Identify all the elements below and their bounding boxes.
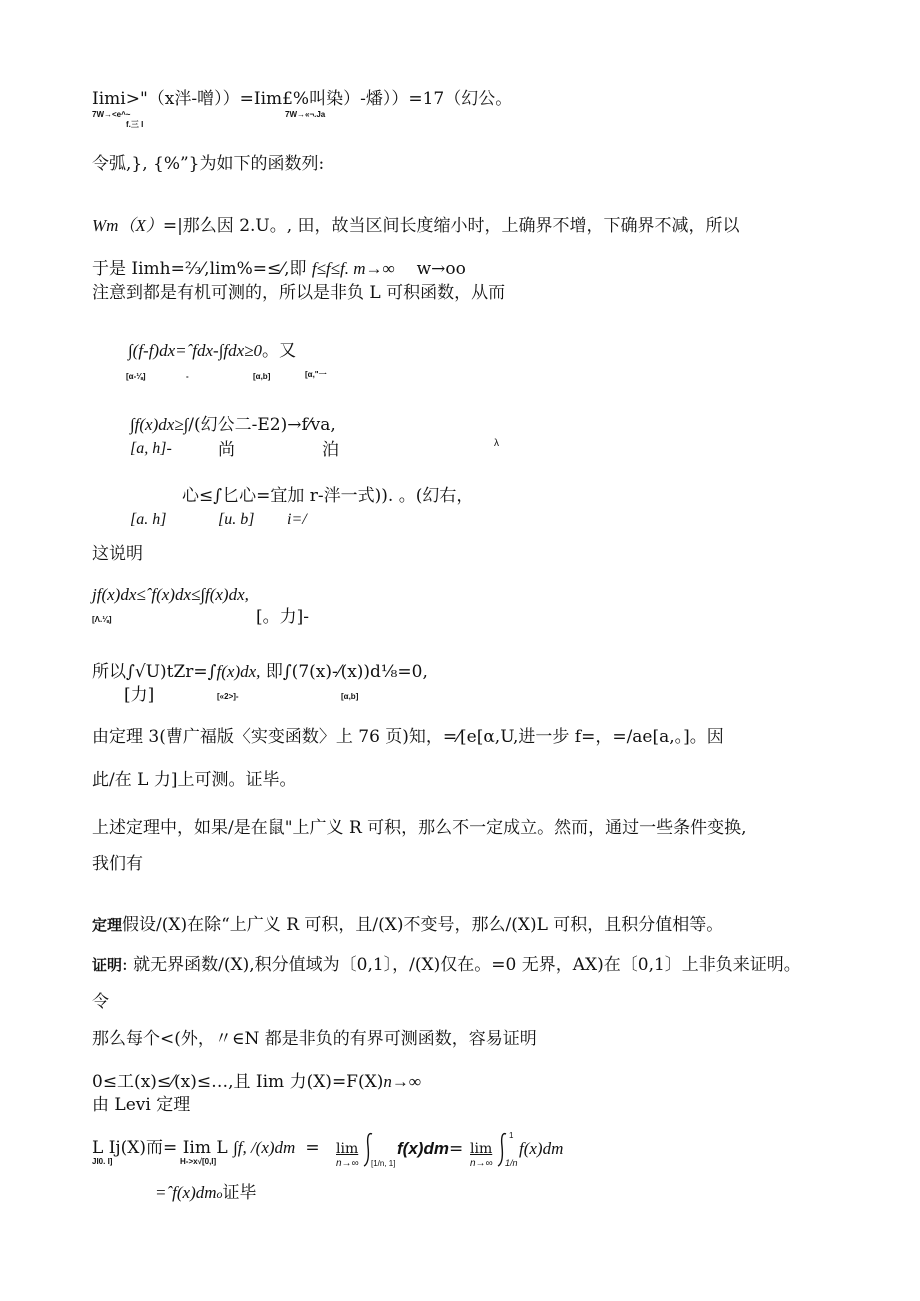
integral-2-upper: 1	[509, 1131, 514, 1140]
text-line-5: 注意到都是有机可测的，所以是非负 L 可积函数，从而	[92, 283, 506, 303]
subscript-7c: 泊	[322, 440, 339, 460]
subscript-8c: i=/	[287, 511, 307, 528]
subscript-6b: -	[186, 372, 189, 381]
formula-inequality: f≤f≤f. m→∞	[311, 259, 395, 278]
text-line-13: 此/在 L 力]上可测。证毕。	[92, 770, 297, 790]
levi-formula	[92, 1137, 320, 1159]
subscript-22a: JI0. I]	[92, 1157, 113, 1166]
theorem-line	[92, 914, 723, 937]
text-line-2: 令弧,}, {%”}为如下的函数列:	[92, 154, 325, 174]
text-line-3	[92, 215, 740, 237]
theorem-label: 定理	[92, 917, 123, 934]
text-line-12: 由定理 3(曹广福版〈实变函数〉上 76 页)知，=⁄[e[α,U,进一步 f=，=/ae[a,。]。因	[92, 727, 724, 747]
text-line-1	[92, 88, 512, 110]
formula-integral-diff: ∫(f-f)dx=ˆfdx-∫fdx≥0	[128, 341, 262, 360]
subscript-11a: [力]	[124, 685, 155, 705]
proof-body: : 就无界函数/(X),积分值域为〔0,1〕，/(X)仅在。=0 无界，AX)在〔0,1〕上非负来证明。	[122, 955, 801, 975]
proof-label: 证明	[92, 957, 123, 974]
formula-w-limit: w→oo	[416, 259, 466, 279]
integral-2-fx: f(x)dm	[519, 1139, 564, 1158]
subscript-1b: f.三 I	[126, 120, 144, 129]
integral-1-bounds: [1/n, 1]	[371, 1159, 396, 1168]
subscript-8b: [u. b]	[218, 511, 255, 528]
formula-limit-text: Iimi>"（x泮-噌））=Iim£%叫染）-燔））=17（幻公。	[92, 89, 513, 109]
text-line-4	[92, 258, 466, 280]
text-line-8: 心≤∫匕心=宜加 r-泮一式)). 。(幻右，	[182, 486, 474, 506]
text-line-23	[155, 1182, 257, 1205]
formula-wm: Wm（X）	[92, 216, 163, 235]
subscript-11c: [α,b]	[341, 692, 359, 701]
text-line-14: 上述定理中，如果/是在鼠"上广义 R 可积，那么不一定成立。然而，通过一些条件变换,	[92, 818, 747, 838]
subscript-6c: [α,b]	[253, 372, 271, 381]
levi-formula-integral: ∫f, /(x)dm	[233, 1138, 296, 1157]
integral-1-body	[397, 1138, 463, 1160]
formula-integral-ge: ∫f(x)dx≥∫	[130, 415, 189, 434]
subscript-6d: [α,"一	[305, 370, 327, 379]
text-line-9: 这说明	[92, 544, 143, 564]
text-line-3-body: =|那么因 2.U。, 田，故当区间长度缩小时，上确界不增，下确界不减，所以	[162, 216, 740, 236]
theorem-body: 假设/(X)在除“上广义 R 可积，且/(X)不变号，那么/(X)L 可积，且积分值相等。	[122, 915, 724, 935]
subscript-10b: [。力]-	[256, 607, 310, 627]
limit-2: lim	[470, 1141, 493, 1157]
text-line-19: 那么每个<(外，〃∈N 都是非负的有界可测函数，容易证明	[92, 1029, 537, 1049]
subscript-7d: λ	[494, 438, 499, 449]
subscript-6a: [α-⅛]	[126, 372, 146, 381]
limit-1-sub: n→∞	[336, 1158, 359, 1169]
text-line-10	[92, 584, 249, 606]
levi-formula-head: L Ij(X)而= Iim L	[92, 1138, 234, 1158]
formula-final-sub: o	[216, 1187, 223, 1201]
text-line-15: 我们有	[92, 854, 143, 874]
text-line-6	[128, 340, 296, 362]
subscript-8a: [a. h]	[130, 511, 167, 528]
levi-formula-eq: =	[305, 1138, 320, 1158]
subscript-22b: H->x√[0,I]	[180, 1157, 217, 1166]
text-line-11-head: 所以∫√U)tZr=∫	[92, 662, 217, 682]
text-line-20	[92, 1071, 421, 1093]
text-line-6-tail: 。又	[261, 341, 296, 361]
integral-1-fx: f(x)dm	[397, 1139, 449, 1158]
formula-integral-fx: f(x)dx,	[216, 662, 261, 681]
integral-1-eq: =	[448, 1139, 464, 1159]
text-line-21: 由 Levi 定理	[92, 1095, 191, 1115]
subscript-7a: [a, h]-	[130, 440, 172, 457]
limit-1: lim	[336, 1141, 359, 1157]
subscript-10a: [Λ.⅛]	[92, 615, 112, 624]
text-line-4-body: 于是 Iimh=⅔⁄,lim%=≤⁄,即	[92, 259, 312, 279]
proof-end: 证毕	[222, 1183, 257, 1203]
subscript-1a: 7W→<e^~	[92, 110, 131, 119]
integral-2-body	[519, 1138, 563, 1160]
text-line-11-tail: 即∫(7(x)-⁄(x))d⅛=0,	[260, 662, 428, 682]
text-line-18: 令	[92, 992, 109, 1012]
subscript-1c: 7W→«¬.Ja	[285, 110, 326, 119]
subscript-11b: [«2>]-	[217, 692, 239, 701]
formula-integral-chain: jf(x)dx≤ˆf(x)dx≤∫f(x)dx,	[92, 585, 249, 604]
text-line-7-body: /(幻公二-E2)→f⁄va,	[188, 415, 336, 435]
text-line-7	[130, 414, 336, 436]
text-line-11	[92, 661, 428, 683]
proof-line	[92, 954, 801, 977]
integral-2-lower: 1/n	[505, 1158, 518, 1168]
limit-2-sub: n→∞	[470, 1158, 493, 1169]
text-line-20-body: 0≤工(x)≤⁄(x)≤…,且 Iim 力(X)=F(X)	[92, 1072, 384, 1092]
formula-final-integral: =ˆf(x)dm	[155, 1183, 217, 1202]
formula-n-limit: n→∞	[383, 1072, 421, 1091]
subscript-7b: 尚	[218, 440, 235, 460]
